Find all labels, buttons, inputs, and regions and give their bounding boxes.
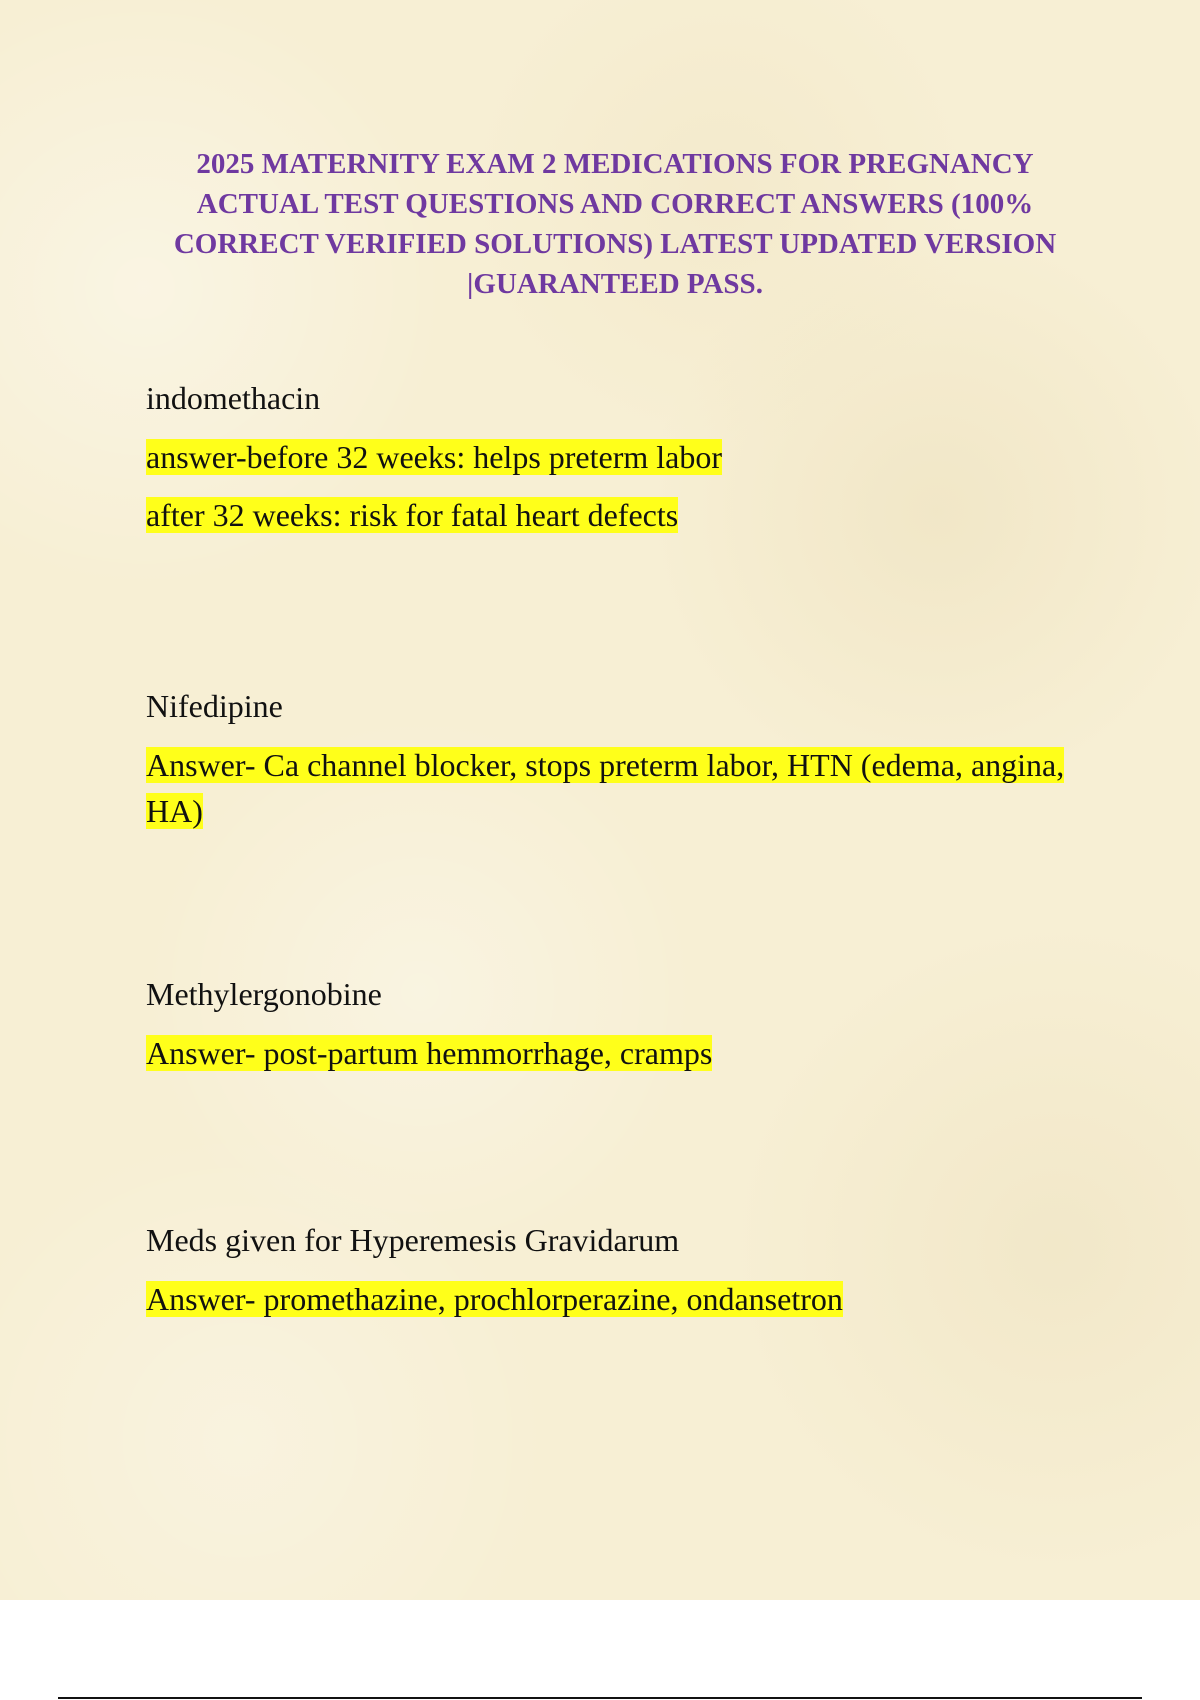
answer-text xyxy=(146,1276,1086,1322)
answer-highlight: Answer- promethazine, prochlorperazine, ondansetron xyxy=(146,1281,843,1317)
answer-highlight: Answer- post-partum hemmorrhage, cramps xyxy=(146,1035,713,1071)
answer-highlight: Answer- Ca channel blocker, stops preterm labor, HTN (edema, angina, HA) xyxy=(146,747,1065,829)
question-text: Nifedipine xyxy=(146,688,283,724)
answer-text xyxy=(146,1030,1086,1076)
page-divider xyxy=(58,1697,1142,1699)
question-text: Meds given for Hyperemesis Gravidarum xyxy=(146,1222,680,1258)
qa-item-nifedipine xyxy=(146,686,1086,846)
answer-text xyxy=(146,742,1086,834)
answer-highlight: after 32 weeks: risk for fatal heart defects xyxy=(146,497,679,533)
answer-highlight: answer-before 32 weeks: helps preterm labor xyxy=(146,439,723,475)
answer-text xyxy=(146,434,1086,480)
qa-item-methylergonobine xyxy=(146,974,1086,1088)
qa-item-indomethacin xyxy=(146,378,1086,550)
document-title: 2025 MATERNITY EXAM 2 MEDICATIONS FOR PREGNANCY ACTUAL TEST QUESTIONS AND CORRECT ANSWERS (100% CORRECT VERIFIED SOLUTIONS) LATEST UPDATED VERSION |GUARANTEED PASS. xyxy=(173,148,1057,300)
qa-item-hyperemesis xyxy=(146,1220,1086,1334)
answer-text xyxy=(146,492,1086,538)
question-text: indomethacin xyxy=(146,380,321,416)
question-text: Methylergonobine xyxy=(146,976,382,1012)
